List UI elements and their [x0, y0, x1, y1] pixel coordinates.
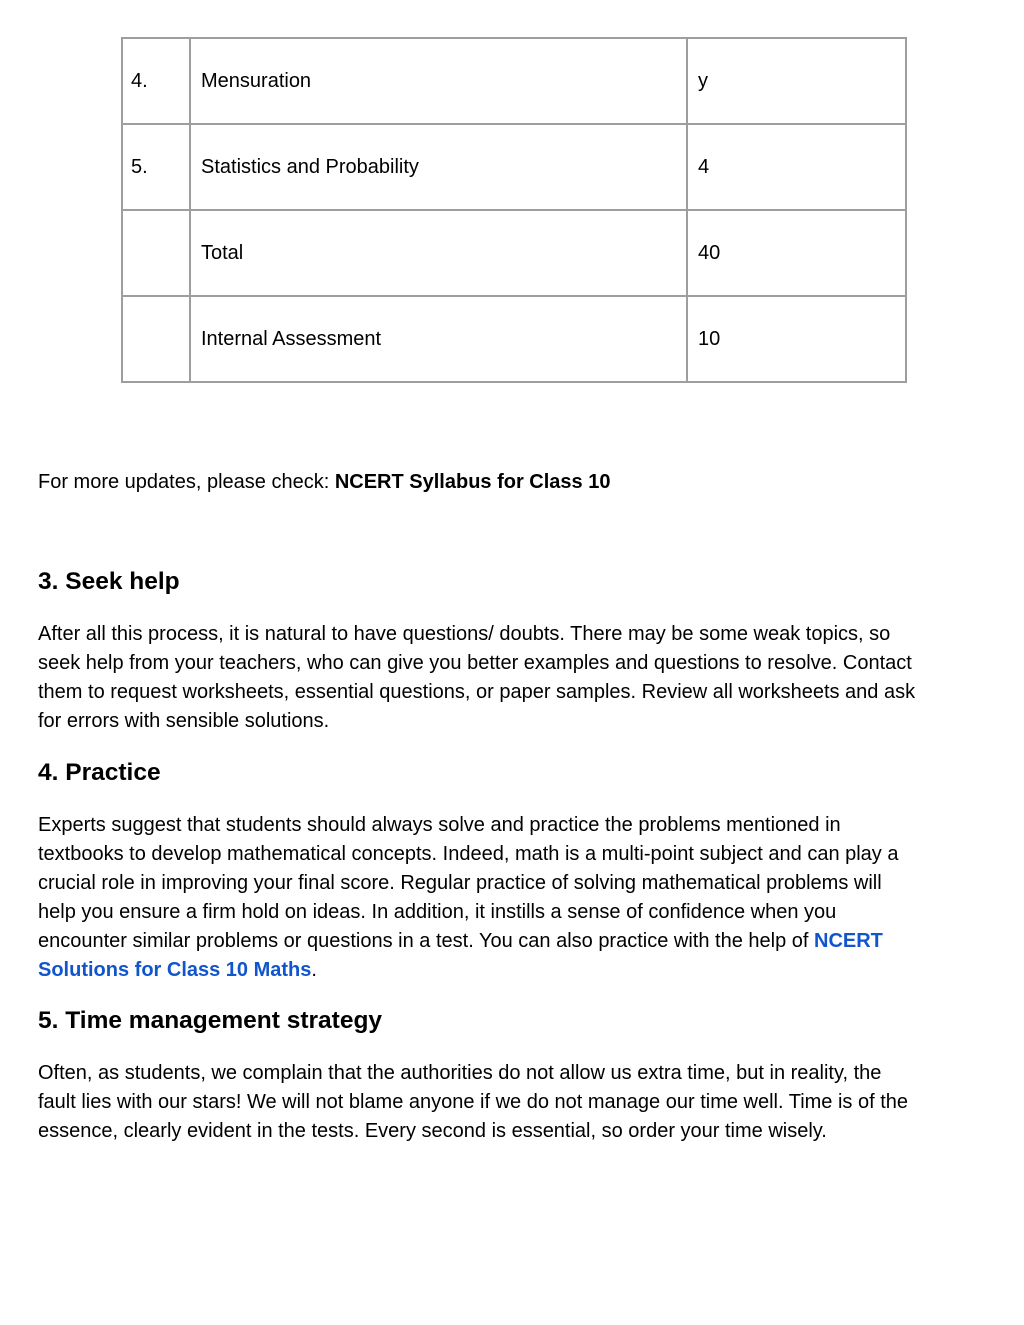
unit-marks: 4	[687, 124, 906, 210]
table-row	[122, 38, 906, 124]
syllabus-table	[121, 37, 907, 383]
table-row	[122, 124, 906, 210]
time-management-paragraph: Often, as students, we complain that the authorities do not allow us extra time, but in reality, the fault lies with our stars! We will not blame anyone if we do not manage our time well. Time is of the essence, clearly evident in the tests. Every second is essential, so order your time wisely.	[38, 1062, 909, 1142]
seek-help-heading: 3. Seek help	[38, 568, 180, 595]
unit-marks: 40	[687, 210, 906, 296]
updates-note	[38, 469, 610, 495]
table-row	[122, 210, 906, 296]
syllabus-reference: NCERT Syllabus for Class 10	[334, 471, 611, 493]
unit-name: Total	[190, 210, 687, 296]
row-number	[122, 296, 190, 382]
unit-name: Statistics and Probability	[190, 124, 687, 210]
ncert-solutions-link[interactable]: NCERT Solutions for Class 10 Maths	[38, 930, 883, 981]
practice-text: Experts suggest that students should always solve and practice the problems mentioned in textbooks to develop mathematical concepts. Indeed, math is a multi-point subject and can play a crucial role in improving your final score. Regular practice of solving mathematical problems will help you ensure a firm hold on ideas. In addition, it instills a sense of confidence when you encounter similar problems or questions in a test. You can also practice with the help of	[38, 814, 899, 952]
unit-name: Internal Assessment	[190, 296, 687, 382]
time-management-heading: 5. Time management strategy	[38, 1007, 383, 1034]
table-row	[122, 296, 906, 382]
updates-prefix: For more updates, please check:	[38, 471, 335, 493]
seek-help-paragraph: After all this process, it is natural to have questions/ doubts. There may be some weak topics, so seek help from your teachers, who can give you better examples and questions to resolve. Contact them to request worksheets, essential questions, or paper samples. Review all worksheets and ask for errors with sensible solutions.	[38, 623, 916, 732]
row-number: 5.	[122, 124, 190, 210]
unit-marks: y	[687, 38, 906, 124]
practice-paragraph	[38, 811, 918, 985]
row-number	[122, 210, 190, 296]
unit-name: Mensuration	[190, 38, 687, 124]
unit-marks: 10	[687, 296, 906, 382]
practice-suffix: .	[311, 959, 317, 981]
row-number: 4.	[122, 38, 190, 124]
practice-heading: 4. Practice	[38, 759, 161, 786]
